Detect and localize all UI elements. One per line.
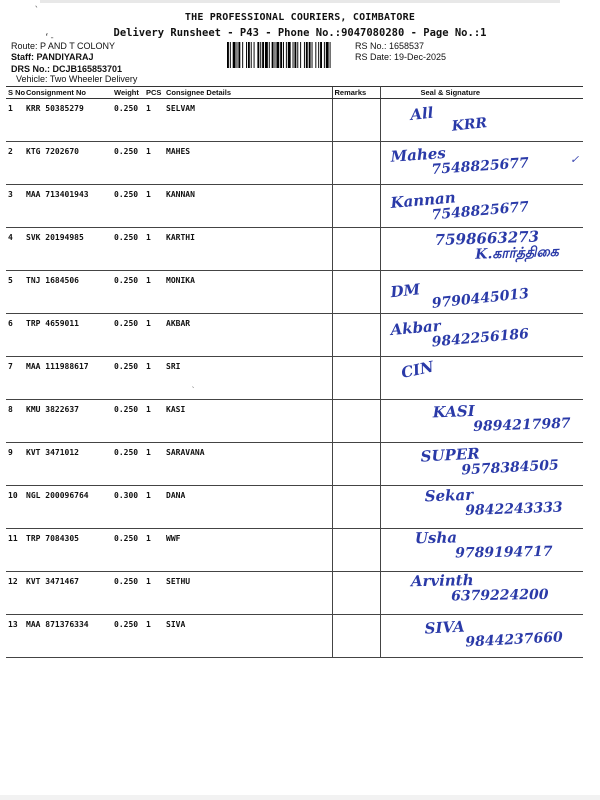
signature-line-1: 7598663273 — [433, 227, 539, 250]
cell-consignee: MAHES — [164, 142, 332, 185]
col-header-consignment: Consignment No — [24, 87, 112, 99]
cell-signature — [380, 572, 583, 615]
signature-line-1: SIVA — [423, 617, 465, 638]
signature-line-2: KRR — [450, 115, 488, 135]
cell-weight: 0.250 — [112, 314, 144, 357]
handwritten-signature — [389, 271, 529, 314]
cell-consignee: SETHU — [164, 572, 332, 615]
cell-remarks — [332, 443, 380, 486]
table-row — [6, 185, 583, 228]
cell-remarks — [332, 314, 380, 357]
signature-line-1: Arvinth — [410, 571, 474, 591]
signature-line-1: CIN — [399, 357, 435, 382]
table-row — [6, 142, 583, 185]
col-header-sno: S No — [8, 88, 26, 97]
handwritten-signature — [389, 185, 529, 227]
cell-remarks — [332, 228, 380, 271]
cell-signature — [380, 443, 583, 486]
cell-weight: 0.250 — [112, 357, 144, 400]
vehicle-label: Vehicle: Two Wheeler Delivery — [16, 74, 138, 84]
signature-line-2: 7548825677 — [430, 155, 529, 178]
cell-remarks — [332, 486, 380, 529]
drs-number: DRS No.: DCJB165853701 — [11, 64, 123, 74]
stray-mark: ` — [34, 6, 40, 16]
cell-sno: 10 — [6, 486, 24, 529]
cell-signature — [380, 400, 583, 443]
cell-pcs: 1 — [144, 400, 164, 443]
handwritten-signature — [434, 228, 558, 264]
cell-sno: 6 — [6, 314, 24, 357]
cell-signature — [380, 615, 583, 658]
signature-line-1: DM — [389, 280, 421, 302]
cell-signature — [380, 228, 583, 271]
signature-line-1: Sekar — [423, 485, 473, 506]
cell-consignment: KVT 3471012 — [24, 443, 112, 486]
signature-line-2: 9842256186 — [430, 326, 530, 351]
col-header-consignee: Consignee Details — [164, 87, 332, 99]
signature-line-2: 9790445013 — [430, 285, 530, 312]
signature-line-2: 7548825677 — [430, 199, 530, 224]
cell-consignment: SVK 20194985 — [24, 228, 112, 271]
cell-pcs: 1 — [144, 486, 164, 529]
col-header-remarks: Remarks — [332, 87, 380, 99]
stray-mark: ‘- — [44, 33, 55, 43]
delivery-table — [6, 86, 583, 658]
table-row — [6, 615, 583, 658]
route-label: Route: P AND T COLONY — [11, 41, 116, 51]
cell-weight: 0.250 — [112, 99, 144, 142]
cell-consignee: WWF — [164, 529, 332, 572]
cell-signature — [380, 99, 583, 142]
signature-line-2: K.கார்த்திகை — [474, 243, 559, 263]
cell-pcs: 1 — [144, 185, 164, 228]
signature-line-2: 6379224200 — [450, 586, 549, 605]
cell-pcs: 1 — [144, 443, 164, 486]
bottom-edge-artifact — [0, 795, 600, 800]
cell-weight: 0.250 — [112, 271, 144, 314]
rs-number: RS No.: 1658537 — [355, 41, 425, 51]
cell-remarks — [332, 615, 380, 658]
cell-consignment: KRR 50385279 — [24, 99, 112, 142]
cell-consignment: KMU 3822637 — [24, 400, 112, 443]
cell-consignee: SELVAM — [164, 99, 332, 142]
cell-signature — [380, 357, 583, 400]
cell-signature — [380, 486, 583, 529]
cell-weight: 0.300 — [112, 486, 144, 529]
handwritten-signature — [420, 443, 559, 481]
cell-consignee: DANA — [164, 486, 332, 529]
cell-consignment: MAA 871376334 — [24, 615, 112, 658]
table-row — [6, 314, 583, 357]
handwritten-signature — [424, 615, 563, 653]
col-header-pcs: PCS — [144, 87, 164, 99]
handwritten-signature — [424, 486, 562, 521]
cell-consignee: MONIKA — [164, 271, 332, 314]
cell-consignee: KANNAN — [164, 185, 332, 228]
cell-pcs: 1 — [144, 314, 164, 357]
cell-weight: 0.250 — [112, 443, 144, 486]
table-row — [6, 99, 583, 142]
cell-sno: 1 — [6, 99, 24, 142]
signature-line-2: 9578384505 — [460, 457, 559, 479]
cell-weight: 0.250 — [112, 615, 144, 658]
table-row — [6, 443, 583, 486]
barcode-image — [226, 42, 352, 68]
cell-sno: 8 — [6, 400, 24, 443]
cell-signature — [380, 185, 583, 228]
top-edge-artifact — [40, 0, 560, 3]
cell-consignment: TNJ 1684506 — [24, 271, 112, 314]
cell-sno: 5 — [6, 271, 24, 314]
cell-pcs: 1 — [144, 142, 164, 185]
signature-line-1: KASI — [431, 401, 475, 422]
cell-consignment: MAA 713401943 — [24, 185, 112, 228]
handwritten-signature — [414, 529, 552, 563]
cell-consignee: AKBAR — [164, 314, 332, 357]
cell-consignment: KVT 3471467 — [24, 572, 112, 615]
cell-pcs: 1 — [144, 228, 164, 271]
cell-sno: 11 — [6, 529, 24, 572]
cell-consignment: TRP 4659011 — [24, 314, 112, 357]
table-row — [6, 486, 583, 529]
signature-line-2: 9894217987 — [472, 415, 571, 435]
stray-mark: ` — [191, 386, 196, 395]
table-row — [6, 529, 583, 572]
cell-remarks — [332, 572, 380, 615]
cell-signature — [380, 271, 583, 314]
cell-remarks — [332, 185, 380, 228]
cell-remarks — [332, 357, 380, 400]
col-header-weight: Weight — [112, 87, 144, 99]
handwritten-signature — [389, 314, 529, 354]
cell-pcs: 1 — [144, 529, 164, 572]
cell-pcs: 1 — [144, 271, 164, 314]
cell-sno: 12 — [6, 572, 24, 615]
signature-line-1: Usha — [414, 528, 457, 548]
cell-weight: 0.250 — [112, 529, 144, 572]
runsheet-subtitle: Delivery Runsheet - P43 - Phone No.:9047080280 - Page No.:1 — [113, 27, 487, 39]
cell-weight: 0.250 — [112, 228, 144, 271]
cell-sno: 3 — [6, 185, 24, 228]
handwritten-signature — [409, 99, 487, 139]
signature-line-1: Kannan — [389, 188, 456, 212]
table-row — [6, 357, 583, 400]
staff-label: Staff: PANDIYARAJ — [11, 52, 94, 62]
signature-line-2: 9842243333 — [464, 499, 563, 519]
cell-signature — [380, 142, 583, 185]
cell-sno: 4 — [6, 228, 24, 271]
cell-sno: 9 — [6, 443, 24, 486]
cell-signature — [380, 529, 583, 572]
cell-pcs: 1 — [144, 357, 164, 400]
signature-line-1: SUPER — [419, 444, 480, 466]
cell-consignment: KTG 7202670 — [24, 142, 112, 185]
cell-consignee: SARAVANA — [164, 443, 332, 486]
cell-weight: 0.250 — [112, 142, 144, 185]
signature-line-2: 9789194717 — [454, 543, 553, 562]
cell-pcs: 1 — [144, 99, 164, 142]
col-header-seal: Seal & Signature — [380, 87, 583, 99]
table-row — [6, 572, 583, 615]
rs-date: RS Date: 19-Dec-2025 — [355, 52, 447, 62]
cell-consignment: NGL 200096764 — [24, 486, 112, 529]
cell-sno: 2 — [6, 142, 24, 185]
cell-signature — [380, 314, 583, 357]
table-row — [6, 271, 583, 314]
cell-consignee: SIVA — [164, 615, 332, 658]
cell-remarks — [332, 99, 380, 142]
cell-weight: 0.250 — [112, 572, 144, 615]
signature-line-1: All — [408, 103, 434, 124]
cell-consignment: TRP 7084305 — [24, 529, 112, 572]
cell-weight: 0.250 — [112, 400, 144, 443]
cell-remarks — [332, 142, 380, 185]
cell-remarks — [332, 529, 380, 572]
signature-line-1: Mahes — [389, 143, 446, 166]
handwritten-signature — [410, 572, 548, 606]
cell-consignee: KARTHI — [164, 228, 332, 271]
handwritten-signature — [399, 357, 441, 381]
cell-pcs: 1 — [144, 572, 164, 615]
signature-line-1: Akbar — [389, 316, 441, 339]
cell-remarks — [332, 271, 380, 314]
table-row — [6, 228, 583, 271]
table-row — [6, 400, 583, 443]
handwritten-signature — [390, 142, 529, 181]
cell-remarks — [332, 400, 380, 443]
handwritten-signature — [432, 400, 570, 437]
table-header-row — [6, 87, 583, 99]
cell-consignee: SRI — [164, 357, 332, 400]
cell-consignment: MAA 111988617 — [24, 357, 112, 400]
tick-mark: ✓ — [570, 153, 580, 166]
cell-weight: 0.250 — [112, 185, 144, 228]
cell-sno: 13 — [6, 615, 24, 658]
signature-line-2: 9844237660 — [464, 629, 563, 651]
cell-consignee: KASI — [164, 400, 332, 443]
cell-pcs: 1 — [144, 615, 164, 658]
cell-sno: 7 — [6, 357, 24, 400]
company-title: THE PROFESSIONAL COURIERS, COIMBATORE — [184, 12, 416, 23]
